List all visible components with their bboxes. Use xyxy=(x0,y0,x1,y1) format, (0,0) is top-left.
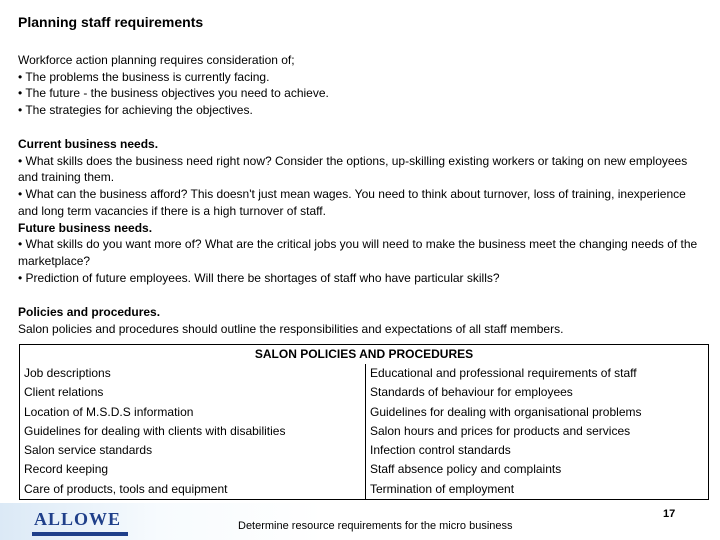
current-need-item: • What skills does the business need right now? Consider the options, up-skilling existing workers or taking on new employees and training them. xyxy=(18,153,688,185)
table-header-row xyxy=(20,345,709,365)
table-row xyxy=(20,403,709,422)
table-cell-left: Client relations xyxy=(20,383,366,402)
table-row xyxy=(20,383,709,402)
table-row xyxy=(20,364,709,383)
table-cell-right: Staff absence policy and complaints xyxy=(366,460,709,479)
table-cell-left: Guidelines for dealing with clients with disabilities xyxy=(20,422,366,441)
table-cell-left: Salon service standards xyxy=(20,441,366,460)
table-cell-left: Record keeping xyxy=(20,460,366,479)
table-header: SALON POLICIES AND PROCEDURES xyxy=(20,345,709,365)
footer-caption: Determine resource requirements for the micro business xyxy=(238,520,513,532)
intro-section xyxy=(18,52,708,119)
intro-item: • The problems the business is currently facing. xyxy=(18,69,270,84)
table-cell-right: Infection control standards xyxy=(366,441,709,460)
table-cell-left: Job descriptions xyxy=(20,364,366,383)
table-cell-right: Termination of employment xyxy=(366,480,709,500)
future-need-item: • What skills do you want more of? What are the critical jobs you will need to make the business meet the changing needs of the marketplace? xyxy=(18,237,698,268)
current-needs-heading: Current business needs. xyxy=(18,137,159,151)
future-need-item: • Prediction of future employees. Will there be shortages of staff who have particular skills? xyxy=(18,270,500,285)
policies-section xyxy=(18,304,708,337)
intro-heading: Workforce action planning requires consideration of; xyxy=(18,53,295,67)
page-title: Planning staff requirements xyxy=(18,14,204,30)
table-cell-right: Standards of behaviour for employees xyxy=(366,383,709,402)
policies-heading: Policies and procedures. xyxy=(18,305,161,319)
intro-item: • The future - the business objectives you need to achieve. xyxy=(18,86,329,101)
table-cell-left: Location of M.S.D.S information xyxy=(20,403,366,422)
future-needs-heading: Future business needs. xyxy=(18,220,153,235)
table-cell-right: Guidelines for dealing with organisational problems xyxy=(366,403,709,422)
salon-policies-table xyxy=(19,344,709,500)
table-row xyxy=(20,460,709,479)
footer xyxy=(0,503,720,540)
table-row xyxy=(20,422,709,441)
table-cell-right: Salon hours and prices for products and services xyxy=(366,422,709,441)
needs-section xyxy=(18,136,708,286)
table-row xyxy=(20,441,709,460)
policies-text: Salon policies and procedures should outline the responsibilities and expectations of all staff members. xyxy=(18,321,564,336)
logo-text: ALLOWE xyxy=(34,509,122,529)
table-row xyxy=(20,480,709,500)
current-need-item: • What can the business afford? This doesn't just mean wages. You need to think about turnover, loss of training, inexperience and long term vacancies if there is a high turnover of staff. xyxy=(18,187,686,218)
table-cell-left: Care of products, tools and equipment xyxy=(20,480,366,500)
intro-item: • The strategies for achieving the objectives. xyxy=(18,103,253,118)
table-cell-right: Educational and professional requirements of staff xyxy=(366,364,709,383)
page-number: 17 xyxy=(663,508,676,520)
logo xyxy=(16,507,126,537)
logo-underline xyxy=(32,532,128,536)
